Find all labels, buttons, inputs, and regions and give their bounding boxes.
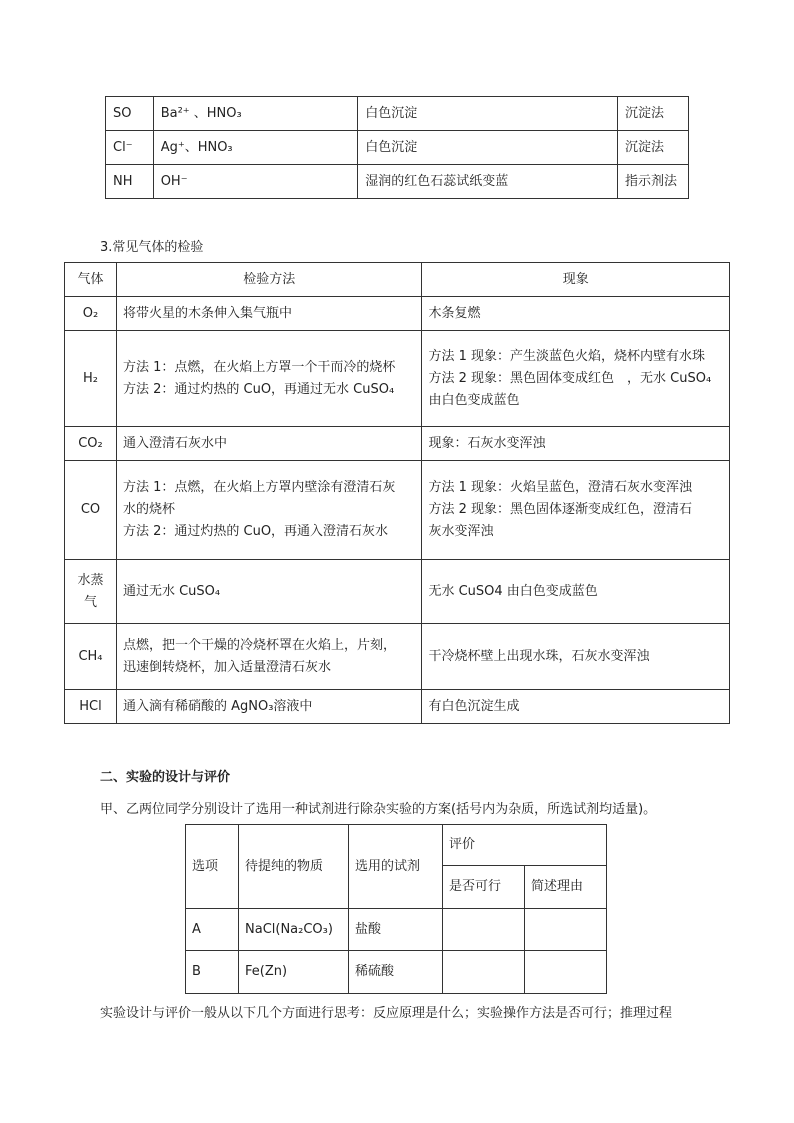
method-line: 通入澄清石灰水中 <box>122 435 227 451</box>
table-row <box>186 951 607 994</box>
table-row <box>106 131 689 165</box>
result-line: 方法 1 现象：产生淡蓝色火焰，烧杯内壁有水珠 <box>428 348 706 364</box>
header-reagent: 选用的试剂 <box>349 825 443 909</box>
method-line: 方法 1：点燃，在火焰上方罩一个干而冷的烧杯 <box>122 359 396 375</box>
header-substance: 待提纯的物质 <box>239 825 349 909</box>
reagent-cell: Ag⁺、HNO₃ <box>153 131 358 165</box>
result-line: 干冷烧杯壁上出现水珠，石灰水变浑浊 <box>428 648 650 664</box>
method-cell <box>116 461 422 560</box>
method-line: 通过无水 CuSO₄ <box>122 583 221 599</box>
phenomenon-cell: 湿润的红色石蕊试纸变蓝 <box>358 165 618 199</box>
method-line: 水的烧杯 <box>122 502 175 517</box>
result-cell <box>422 560 730 624</box>
reagent-cell: Ba²⁺ 、HNO₃ <box>153 97 358 131</box>
result-line: 现象：石灰水变浑浊 <box>428 435 546 451</box>
reagent-cell: OH⁻ <box>153 165 358 199</box>
header-result: 现象 <box>422 263 730 297</box>
table-row <box>186 909 607 951</box>
phenomenon-cell: 白色沉淀 <box>358 97 618 131</box>
table-header-row <box>65 263 730 297</box>
header-option: 选项 <box>186 825 239 909</box>
reagent-cell: 盐酸 <box>349 909 443 951</box>
table-row <box>106 165 689 199</box>
table-row <box>65 560 730 624</box>
method-line: 方法 2：通过灼热的 CuO，再通入澄清石灰水 <box>122 524 389 539</box>
reason-cell <box>525 951 607 994</box>
header-reason: 简述理由 <box>525 866 607 909</box>
table-row <box>65 331 730 427</box>
method-line: 通入滴有稀硝酸的 AgNO₃溶液中 <box>122 698 313 714</box>
method-line: 迅速倒转烧杯，加入适量澄清石灰水 <box>122 659 331 675</box>
gas-cell: CO <box>65 461 117 560</box>
feasible-cell <box>443 951 525 994</box>
method-cell <box>116 297 422 331</box>
table-row <box>65 624 730 690</box>
result-line: 由白色变成蓝色 <box>428 392 520 408</box>
gas-cell: 水蒸气 <box>65 560 117 624</box>
gas-test-table <box>64 262 730 724</box>
header-evaluation: 评价 <box>443 825 607 866</box>
method-line: 点燃，把一个干燥的冷烧杯罩在火焰上，片刻， <box>122 637 396 653</box>
substance-cell: NaCl(Na₂CO₃) <box>239 909 349 951</box>
method-cell <box>116 331 422 427</box>
gas-cell: CH₄ <box>65 624 117 690</box>
table-header-row <box>186 825 607 866</box>
result-line: 木条复燃 <box>428 305 481 321</box>
result-cell <box>422 331 730 427</box>
evaluation-table <box>185 824 607 994</box>
closing-paragraph: 实验设计与评价一般从以下几个方面进行思考：反应原理是什么；实验操作方法是否可行；推理过程 <box>100 1006 673 1021</box>
substance-cell: Fe(Zn) <box>239 951 349 994</box>
header-gas: 气体 <box>65 263 117 297</box>
method-line: 方法 1：点燃，在火焰上方罩内壁涂有澄清石灰 <box>122 480 396 495</box>
phenomenon-cell: 白色沉淀 <box>358 131 618 165</box>
header-method: 检验方法 <box>116 263 422 297</box>
result-line: 无水 CuSO4 由白色变成蓝色 <box>428 583 598 599</box>
result-line: 方法 2 现象：黑色固体变成红色 ，无水 CuSO₄ <box>428 370 712 386</box>
gas-cell: CO₂ <box>65 427 117 461</box>
ion-test-table <box>105 96 689 199</box>
result-line: 灰水变浑浊 <box>428 524 494 539</box>
gas-cell: H₂ <box>65 331 117 427</box>
table-row <box>65 461 730 560</box>
table-row <box>65 690 730 724</box>
result-cell <box>422 690 730 724</box>
ion-cell: Cl⁻ <box>106 131 154 165</box>
table-row <box>65 427 730 461</box>
table-row <box>65 297 730 331</box>
gas-section-title: 3.常见气体的检验 <box>100 240 204 255</box>
section-intro: 甲、乙两位同学分别设计了选用一种试剂进行除杂实验的方案(括号内为杂质，所选试剂均适量)。 <box>100 802 657 817</box>
method-cell <box>116 560 422 624</box>
ion-cell: SO <box>106 97 154 131</box>
gas-cell: O₂ <box>65 297 117 331</box>
gas-cell: HCl <box>65 690 117 724</box>
reason-cell <box>525 909 607 951</box>
result-cell <box>422 297 730 331</box>
result-line: 方法 1 现象：火焰呈蓝色，澄清石灰水变浑浊 <box>428 480 693 495</box>
result-cell <box>422 461 730 560</box>
option-cell: A <box>186 909 239 951</box>
result-line: 方法 2 现象：黑色固体逐渐变成红色，澄清石 <box>428 502 693 517</box>
header-feasible: 是否可行 <box>443 866 525 909</box>
method-cell <box>116 427 422 461</box>
method-cell: 指示剂法 <box>617 165 688 199</box>
result-cell <box>422 624 730 690</box>
method-cell <box>116 624 422 690</box>
reagent-cell: 稀硫酸 <box>349 951 443 994</box>
option-cell: B <box>186 951 239 994</box>
method-cell: 沉淀法 <box>617 131 688 165</box>
feasible-cell <box>443 909 525 951</box>
method-line: 方法 2：通过灼热的 CuO，再通过无水 CuSO₄ <box>122 381 395 397</box>
result-cell <box>422 427 730 461</box>
result-line: 有白色沉淀生成 <box>428 698 520 714</box>
section-title: 二、实验的设计与评价 <box>100 770 231 785</box>
method-cell <box>116 690 422 724</box>
ion-cell: NH <box>106 165 154 199</box>
table-row <box>106 97 689 131</box>
method-cell: 沉淀法 <box>617 97 688 131</box>
method-line: 将带火星的木条伸入集气瓶中 <box>122 305 292 321</box>
